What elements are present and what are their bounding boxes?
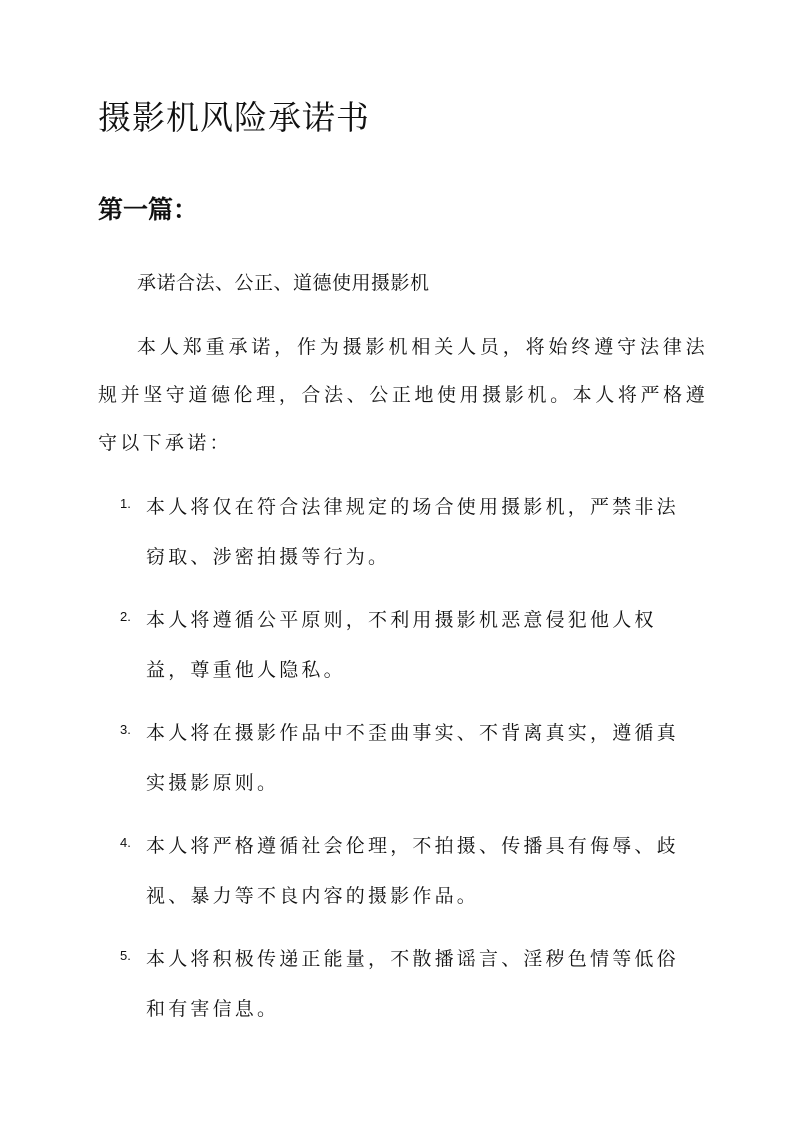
commitment-list <box>0 482 800 1047</box>
list-item-number: 1. <box>120 496 131 511</box>
list-item-number: 3. <box>120 722 131 737</box>
list-item-text: 本人将在摄影作品中不歪曲事实、不背离真实，遵循真实摄影原则。 <box>146 722 679 794</box>
list-item-text: 本人将遵循公平原则，不利用摄影机恶意侵犯他人权益，尊重他人隐私。 <box>146 609 657 681</box>
list-item <box>0 595 800 708</box>
list-item <box>0 934 800 1047</box>
section-heading: 第一篇： <box>98 195 199 224</box>
document-title: 摄影机风险承诺书 <box>98 98 370 137</box>
section-subtitle: 承诺合法、公正、道德使用摄影机 <box>137 272 430 294</box>
list-item-number: 2. <box>120 609 131 624</box>
list-item <box>0 482 800 595</box>
intro-paragraph: 本人郑重承诺，作为摄影机相关人员，将始终遵守法律法规并坚守道德伦理，合法、公正地使用摄影机。本人将严格遵守以下承诺： <box>98 336 708 454</box>
list-item-number: 5. <box>120 948 131 963</box>
list-item <box>0 708 800 821</box>
list-item-text: 本人将仅在符合法律规定的场合使用摄影机，严禁非法窃取、涉密拍摄等行为。 <box>146 496 679 568</box>
list-item <box>0 821 800 934</box>
list-item-text: 本人将积极传递正能量，不散播谣言、淫秽色情等低俗和有害信息。 <box>146 948 679 1020</box>
list-item-text: 本人将严格遵循社会伦理，不拍摄、传播具有侮辱、歧视、暴力等不良内容的摄影作品。 <box>146 835 679 907</box>
list-item-number: 4. <box>120 835 131 850</box>
